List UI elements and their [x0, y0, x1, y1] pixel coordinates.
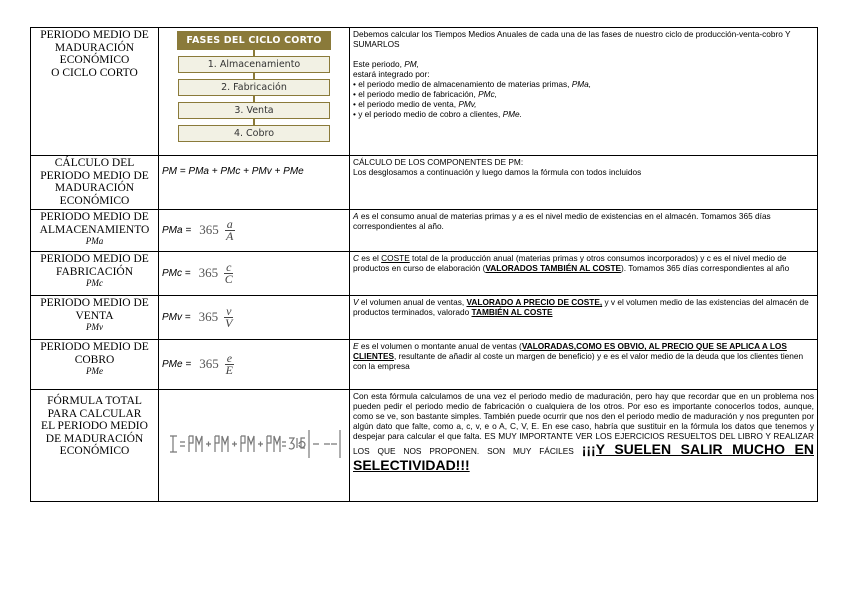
formula-days: 365 — [198, 309, 219, 324]
text: COSTE — [381, 253, 410, 263]
title-line: PERIODO MEDIO DE — [40, 169, 149, 182]
row-title-cell — [31, 156, 159, 210]
paragraph: Debemos calcular los Tiempos Medios Anuales de cada una de las fases de nuestro ciclo de producción-venta-cobro Y SUMARLOS — [353, 29, 791, 49]
pm-sum-formula: PM = PMa + PMc + PMv + PMe — [162, 166, 304, 177]
title-line: ALMACENAMIENTO — [39, 223, 150, 236]
row-venta — [31, 296, 818, 340]
bullet — [353, 79, 814, 89]
title-line: EL PERIODO MEDIO — [41, 420, 148, 432]
title-line: PERIODO MEDIO DE — [40, 29, 149, 41]
pm-summary-table — [30, 27, 818, 502]
title-line: MADURACIÓN — [54, 41, 135, 54]
text: ). Tomamos 365 días correspondientes al año — [621, 263, 790, 273]
formula-cell — [159, 340, 350, 390]
total-formula-picture — [166, 424, 342, 464]
paragraph — [353, 341, 814, 371]
description-cell — [350, 156, 818, 210]
title-line: O CICLO CORTO — [51, 66, 138, 79]
pmc-formula — [162, 253, 346, 293]
text: A — [353, 211, 359, 221]
formula-fraction — [225, 216, 235, 243]
denominator: A — [226, 228, 234, 243]
text: Este periodo, — [353, 59, 405, 69]
phases-header: FASES DEL CICLO CORTO — [177, 31, 331, 50]
title-line: PERIODO MEDIO DE — [40, 297, 149, 309]
formula-cell — [159, 156, 350, 210]
paragraph — [353, 253, 814, 273]
text: TAMBIÉN AL COSTE — [471, 307, 553, 317]
formula-days: 365 — [199, 222, 219, 237]
pma-formula — [162, 211, 346, 249]
title-line: FÓRMULA TOTAL — [47, 395, 142, 407]
formula-fraction — [225, 350, 234, 377]
text: • el periodo medio de fabricación, — [353, 89, 479, 99]
text: el volumen anual de ventas, — [358, 297, 467, 307]
denominator: C — [224, 271, 233, 286]
title-subscript: PMa — [85, 236, 104, 246]
text: PMv, — [458, 99, 477, 109]
title-subscript: PMe — [86, 366, 103, 376]
title-line: DE MADURACIÓN — [45, 432, 144, 445]
numerator: v — [226, 303, 232, 318]
description-cell — [350, 296, 818, 340]
row-almacenamiento — [31, 210, 818, 252]
text: VALORADAS,COMO ES OBVIO, AL PRECIO QUE SE APLICA A LOS CLIENTES — [353, 341, 787, 361]
title-line: PERIODO MEDIO DE — [40, 253, 149, 265]
phases-diagram — [162, 29, 346, 142]
paragraph: CÁLCULO DE LOS COMPONENTES DE PM: — [353, 157, 524, 167]
numerator: c — [226, 259, 232, 274]
description-cell — [350, 252, 818, 296]
row-title-cell — [31, 390, 159, 502]
row-formula-total — [31, 390, 818, 502]
total-formula-image — [162, 391, 346, 497]
pme-formula — [162, 341, 346, 387]
text: • y el periodo medio de cobro a clientes, — [353, 109, 503, 119]
description-cell — [350, 28, 818, 156]
bullet — [353, 99, 814, 109]
phase-manufacturing: 2. Fabricación — [178, 79, 330, 96]
text: VALORADO A PRECIO DE COSTE, — [466, 297, 603, 307]
title-line: CÁLCULO DEL — [54, 157, 135, 169]
paragraph: Con esta fórmula calculamos de una vez el periodo medio de maduración, pero hay que recordar que en un problema nos pueden pedir el periodo medio de fabricación o cualquiera de los otros. Por eso es importante conocerlos todos, aunque, como se ve, son bastante simples. También puede ocurrir que nos den el periodo medio de maduración y nos pregunten por algún dato que falte, como a, c, v, e o A, C, V, E. En ese caso, habría que sustituir en la fórmula los datos que tenemos y despejar para calcular el que falta. ES MUY IMPORTANTE VER LOS EJERCICIOS RESUELTOS DEL LIBRO Y REALIZAR LOS QUE NOS PROPONEN. SON MUY FÁCILES — [353, 391, 814, 456]
phase-collection: 4. Cobro — [178, 125, 330, 142]
formula-label: PMe = — [162, 358, 192, 370]
bullet — [353, 89, 814, 99]
title-subscript: PMc — [86, 278, 103, 288]
text: es el consumo anual de materias primas y — [358, 211, 519, 221]
title-subscript: PMv — [86, 322, 103, 332]
text: • el periodo medio de venta, — [353, 99, 459, 109]
text: PMe. — [502, 109, 522, 119]
text: E — [353, 341, 359, 351]
text: a — [518, 211, 524, 221]
formula-label: PMc = — [162, 267, 191, 279]
formula-image-cell — [159, 390, 350, 502]
text: PM, — [404, 59, 419, 69]
formula-cell — [159, 296, 350, 340]
formula-fraction — [224, 303, 233, 330]
row-cobro — [31, 340, 818, 390]
row-title-cell — [31, 340, 159, 390]
text: • el periodo medio de almacenamiento de materias primas, — [353, 79, 572, 89]
phase-storage: 1. Almacenamiento — [178, 56, 330, 73]
text: PMa, — [571, 79, 592, 89]
title-line: FABRICACIÓN — [55, 265, 134, 278]
formula-label: PMa = — [162, 224, 192, 236]
row-title-cell — [31, 252, 159, 296]
row-calculo — [31, 156, 818, 210]
formula-fraction — [224, 259, 233, 286]
description-cell — [350, 210, 818, 252]
formula-cell — [159, 210, 350, 252]
description-cell — [350, 390, 818, 502]
text: V — [353, 297, 359, 307]
text: es el nivel medio de existencias en el almacén. Tomamos 365 días correspondientes al año. — [353, 211, 771, 231]
row-title-cell — [31, 28, 159, 156]
title-line: COBRO — [74, 353, 115, 366]
row-periodo-medio — [31, 28, 818, 156]
text: es el volumen o montante anual de ventas ( — [358, 341, 522, 351]
formula-cell — [159, 252, 350, 296]
phase-sales: 3. Venta — [178, 102, 330, 119]
text: total de la producción anual (materias primas y otros consumos incorporados) y c es el nivel medio de productos en curso de elaboración ( — [353, 253, 787, 273]
title-line: PERIODO MEDIO DE — [40, 211, 149, 223]
text: , resultante de añadir al coste un margen de beneficio) y e es el valor medio de la deuda que los clientes tienen con la empresa — [353, 351, 804, 371]
paragraph — [353, 297, 814, 317]
denominator: E — [225, 362, 234, 377]
text: C — [353, 253, 359, 263]
title-line: MADURACIÓN — [54, 182, 135, 194]
text: VALORADOS TAMBIÉN AL COSTE — [485, 263, 622, 273]
paragraph: Los desglosamos a continuación y luego damos la fórmula con todos incluidos — [353, 167, 642, 177]
text: y v el volumen medio de las existencias del almacén de productos terminados, valorado — [353, 297, 809, 317]
denominator: V — [225, 315, 233, 330]
row-fabricacion — [31, 252, 818, 296]
text: es el — [359, 253, 382, 263]
text: PMc, — [478, 89, 498, 99]
paragraph — [353, 59, 814, 69]
highlight-text: ¡¡¡Y SUELEN SALIR MUCHO EN SELECTIVIDAD!!! — [353, 441, 814, 473]
formula-label: PMv = — [162, 311, 191, 323]
phases-diagram-cell — [159, 28, 350, 156]
row-title-cell — [31, 296, 159, 340]
formula-days: 365 — [199, 356, 219, 371]
title-line: PARA CALCULAR — [47, 407, 142, 420]
description-cell — [350, 340, 818, 390]
paragraph: estará integrado por: — [353, 69, 430, 79]
row-title-cell — [31, 210, 159, 252]
title-line: VENTA — [75, 309, 114, 322]
bullet — [353, 109, 814, 119]
title-line: ECONÓMICO — [59, 54, 130, 66]
formula-days: 365 — [198, 265, 219, 280]
title-line: PERIODO MEDIO DE — [40, 341, 149, 353]
pmv-formula — [162, 297, 346, 337]
numerator: a — [226, 216, 233, 231]
numerator: e — [226, 350, 233, 365]
paragraph — [353, 211, 814, 231]
title-line: ECONÓMICO — [59, 445, 130, 457]
title-line: ECONÓMICO — [59, 194, 130, 207]
